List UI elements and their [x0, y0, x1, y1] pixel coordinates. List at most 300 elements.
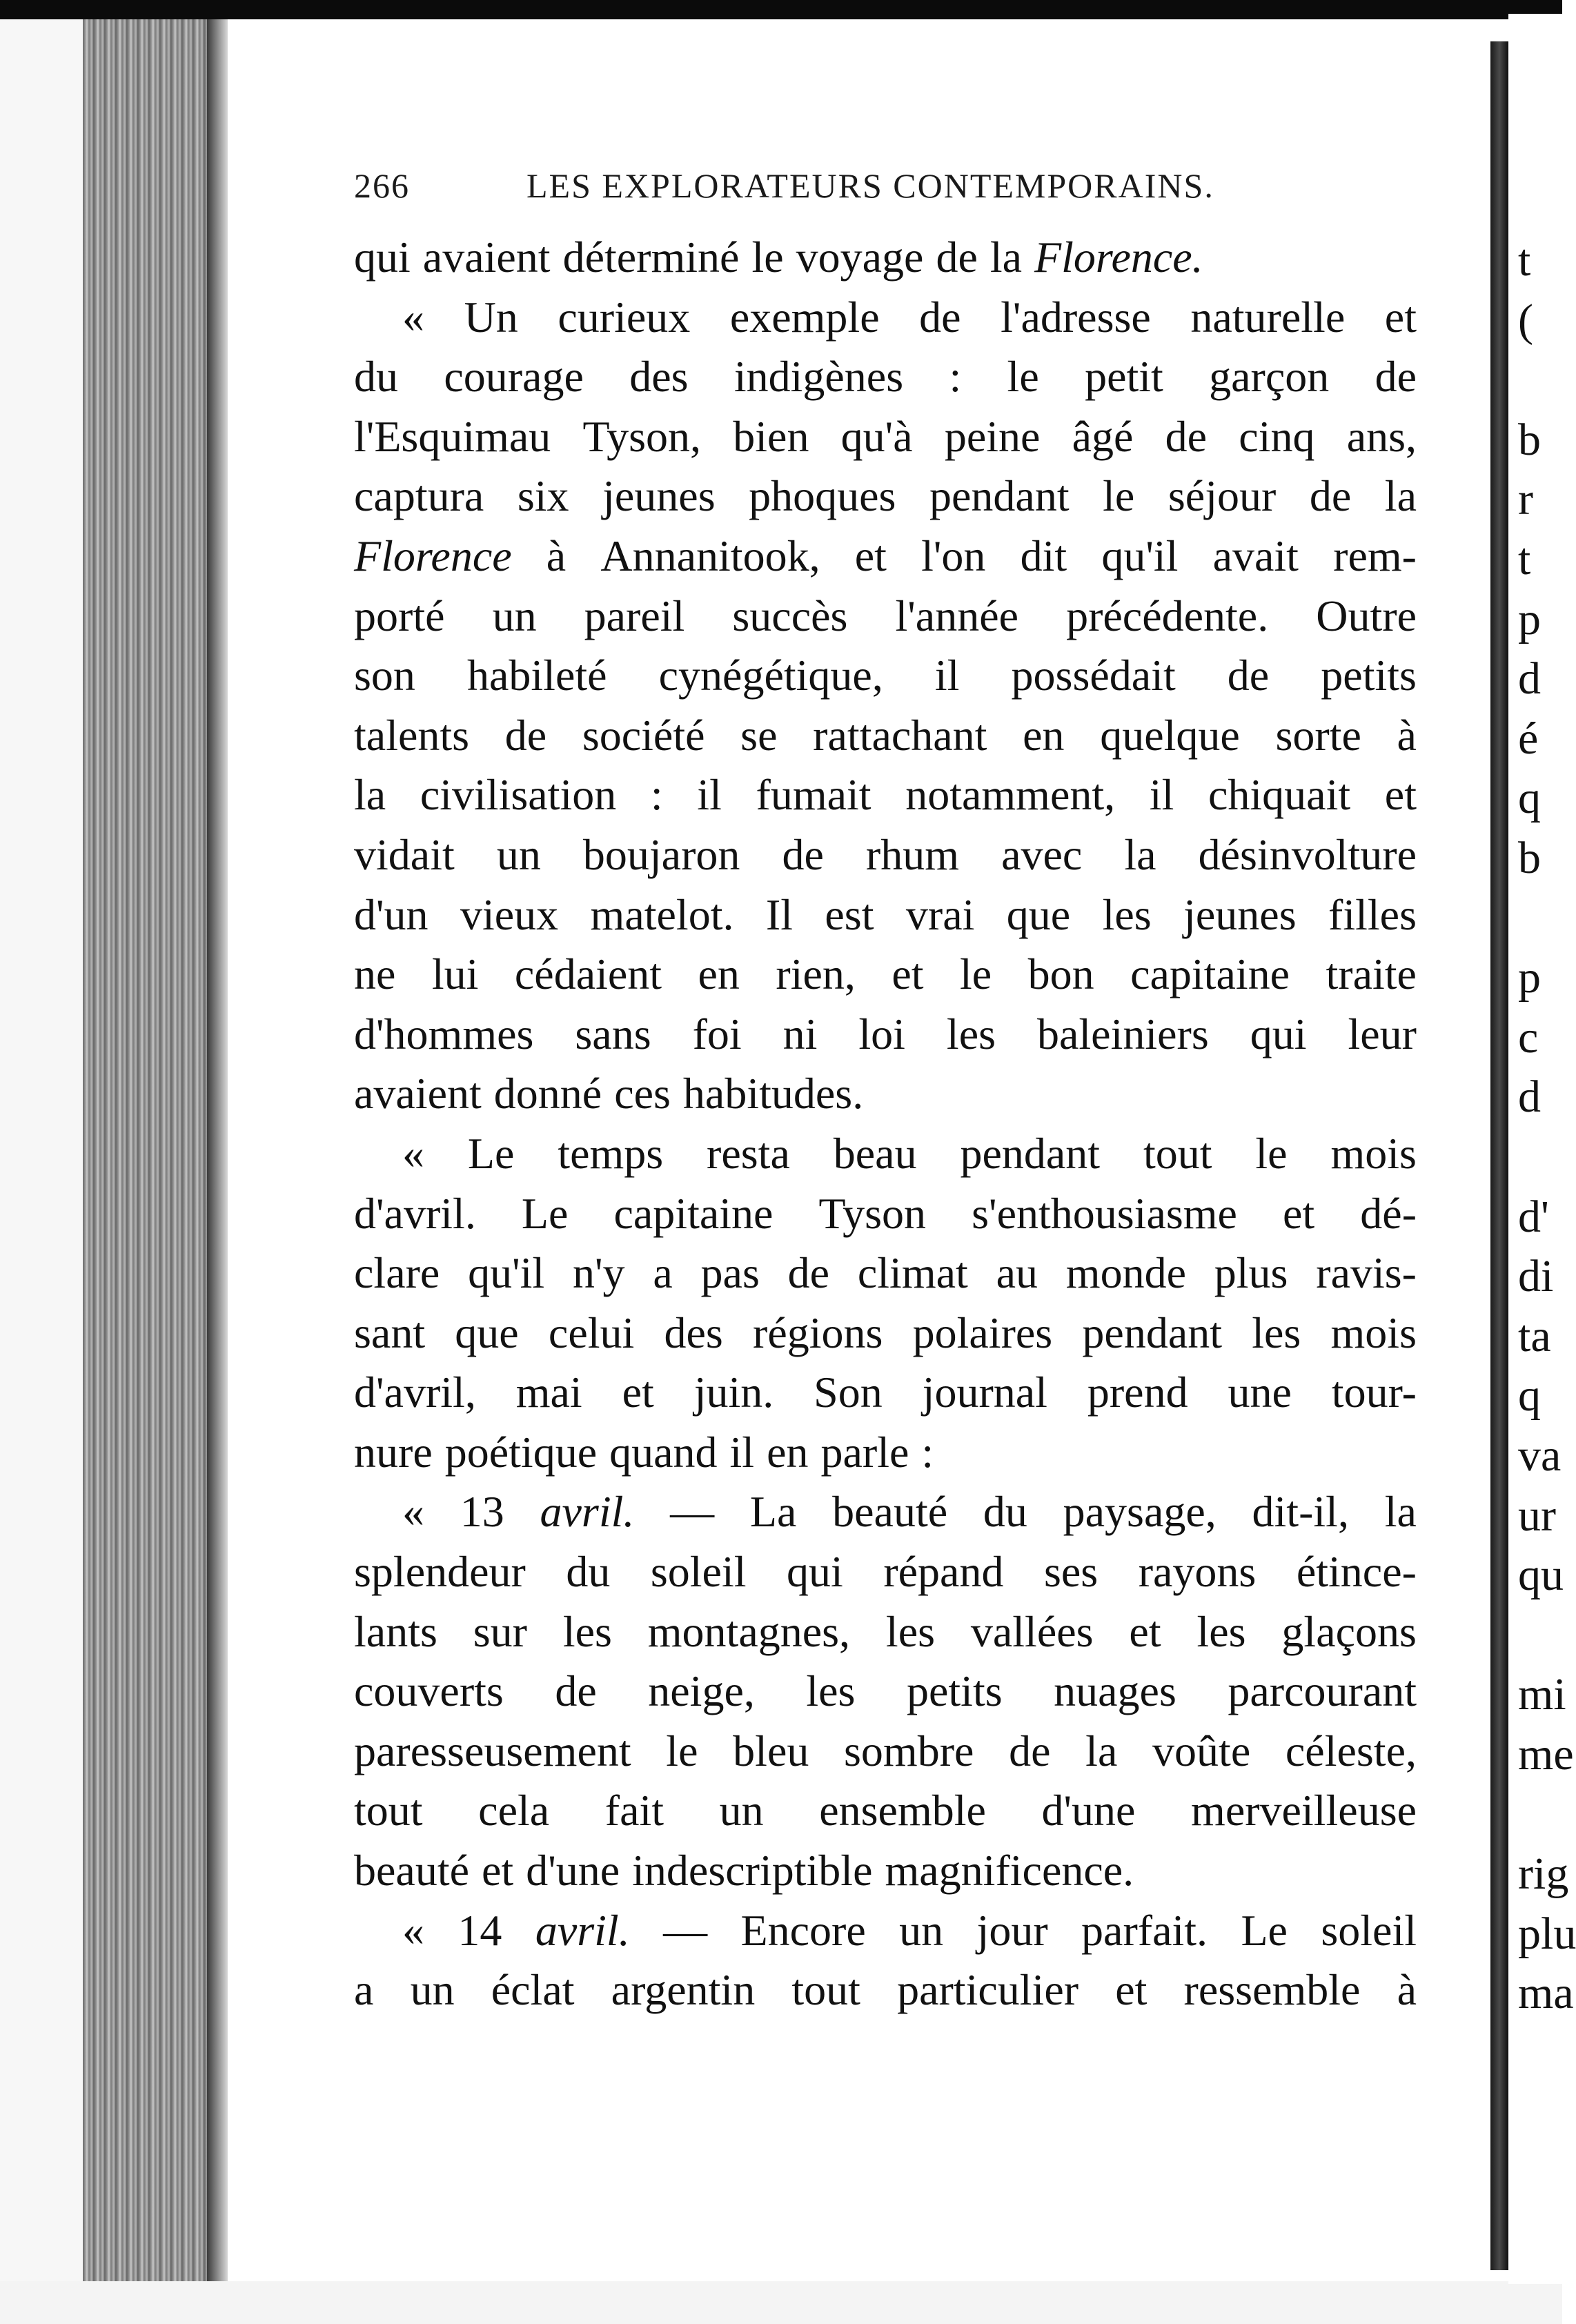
facing-page-fragment: é — [1518, 713, 1539, 764]
facing-page-fragment: b — [1518, 414, 1541, 465]
word: couverts — [354, 1666, 504, 1716]
word: pas — [700, 1248, 760, 1298]
word: Outre — [1316, 591, 1417, 640]
word: et — [1129, 1606, 1161, 1656]
word: des — [629, 352, 689, 402]
running-title: LES EXPLORATEURS CONTEMPORAINS. — [526, 166, 1214, 205]
word: avait — [1212, 531, 1299, 580]
word: « — [402, 292, 424, 342]
word: bleu — [733, 1726, 809, 1775]
word: vieux — [460, 889, 559, 939]
word: loi — [858, 1009, 905, 1058]
word: succès — [732, 591, 848, 640]
word: et — [482, 1846, 514, 1895]
word: pendant — [960, 1128, 1101, 1178]
word: cela — [478, 1786, 550, 1835]
word: la — [989, 233, 1023, 282]
word: tout — [1143, 1128, 1212, 1178]
word: ravis- — [1316, 1248, 1417, 1298]
word: de — [1309, 471, 1352, 521]
word: habileté — [466, 651, 607, 700]
word: poétique — [444, 1427, 598, 1477]
text-line — [354, 1064, 1417, 1124]
word: les — [885, 1606, 935, 1656]
word: une — [1228, 1368, 1292, 1417]
word: un — [410, 1965, 455, 2015]
text-line — [354, 228, 1417, 288]
word: monde — [1065, 1248, 1186, 1298]
text-line — [354, 1722, 1417, 1782]
word: Le — [467, 1128, 515, 1178]
text-line — [354, 288, 1417, 348]
word: voyage — [796, 233, 924, 282]
word: dit-il, — [1252, 1487, 1349, 1537]
word: bon — [1027, 949, 1094, 999]
word: avec — [1001, 829, 1083, 879]
word: la — [1384, 1487, 1417, 1537]
facing-page-fragment: ta — [1518, 1310, 1551, 1361]
word: nure — [354, 1427, 433, 1477]
text-line — [354, 1602, 1417, 1662]
word: 14 — [457, 1905, 502, 1955]
word: qu'à — [840, 411, 913, 461]
facing-page-fragment: b — [1518, 833, 1541, 883]
word: de — [1009, 1726, 1051, 1775]
word: et — [1115, 1965, 1147, 2015]
word: beauté — [832, 1487, 948, 1537]
word: parfait. — [1081, 1905, 1208, 1955]
word: qu'il — [1101, 531, 1179, 580]
word: céleste, — [1285, 1726, 1417, 1775]
word: magnificence. — [885, 1846, 1134, 1895]
word: Il — [765, 889, 793, 939]
word: la — [1085, 1726, 1118, 1775]
word: qui — [354, 233, 411, 282]
word: de — [504, 710, 547, 760]
word: filles — [1328, 889, 1417, 939]
text-line — [354, 407, 1417, 467]
word: ni — [782, 1009, 818, 1058]
word: éclat — [491, 1965, 575, 2015]
facing-page-fragment: di — [1518, 1251, 1554, 1302]
word: courage — [444, 352, 584, 402]
text-line — [354, 1781, 1417, 1841]
word: : — [921, 1427, 934, 1477]
word: la — [1384, 471, 1417, 521]
text-line — [354, 1482, 1417, 1542]
word: la — [354, 770, 386, 820]
word: que — [1006, 889, 1071, 939]
word: vallées — [970, 1606, 1094, 1656]
word: les — [946, 1009, 996, 1058]
word: capitaine — [1130, 949, 1290, 999]
word: précédente. — [1066, 591, 1269, 640]
word: quelque — [1100, 710, 1240, 760]
word: avaient — [354, 1069, 482, 1119]
text-line — [354, 1124, 1417, 1184]
word: Florence — [354, 531, 512, 580]
text-line — [354, 1960, 1417, 2020]
text-line — [354, 706, 1417, 766]
text-line — [354, 825, 1417, 885]
word: habitudes. — [682, 1069, 864, 1119]
word: qui — [787, 1547, 843, 1597]
word: ne — [354, 949, 396, 999]
word: 13 — [460, 1487, 504, 1537]
facing-page-strip — [1508, 14, 1576, 2284]
scan-margin-bottom — [0, 2281, 1562, 2324]
word: un — [492, 591, 537, 640]
word: plus — [1214, 1248, 1288, 1298]
running-head — [354, 166, 1251, 214]
word: pendant — [929, 471, 1070, 521]
word: s'enthousiasme — [972, 1188, 1237, 1238]
facing-page-fragment: r — [1518, 474, 1533, 525]
word: un — [719, 1786, 764, 1835]
text-line — [354, 945, 1417, 1005]
word: rattachant — [813, 710, 987, 760]
word: et — [1283, 1188, 1315, 1238]
word: pareil — [584, 591, 685, 640]
word: juin. — [693, 1368, 774, 1417]
word: d'une — [1041, 1786, 1136, 1835]
word: jeunes — [602, 471, 716, 521]
word: du — [983, 1487, 1027, 1537]
word: baleiniers — [1036, 1009, 1209, 1058]
facing-page-fragment: q — [1518, 773, 1541, 824]
facing-page-fragment: q — [1518, 1370, 1541, 1421]
word: peine — [944, 411, 1041, 461]
word: le — [1007, 352, 1039, 402]
word: le — [1103, 471, 1135, 521]
facing-page-fragment: me — [1518, 1729, 1574, 1780]
word: il — [697, 770, 722, 820]
word: d'un — [354, 889, 429, 939]
word: d'une — [526, 1846, 620, 1895]
word: beau — [833, 1128, 917, 1178]
word: ans, — [1346, 411, 1417, 461]
word: sant — [354, 1308, 426, 1357]
word: polaires — [912, 1308, 1053, 1357]
word: rien, — [776, 949, 856, 999]
word: l'Esquimau — [354, 411, 551, 461]
word: montagnes, — [647, 1606, 851, 1656]
word: tour- — [1331, 1368, 1417, 1417]
word: des — [664, 1308, 723, 1357]
facing-page-fragment: va — [1518, 1430, 1562, 1481]
word: captura — [354, 471, 484, 521]
facing-page-fragment: c — [1518, 1012, 1539, 1063]
text-line — [354, 1005, 1417, 1065]
word: chiquait — [1208, 770, 1351, 820]
text-line — [354, 1243, 1417, 1303]
text-line — [354, 347, 1417, 407]
word: phoques — [749, 471, 896, 521]
word: l'on — [921, 531, 986, 580]
text-line — [354, 1901, 1417, 1961]
word: celui — [548, 1308, 635, 1357]
word: l'adresse — [1001, 292, 1151, 342]
word: est — [825, 889, 874, 939]
word: il — [1149, 770, 1174, 820]
word: Son — [814, 1368, 883, 1417]
word: Annanitook, — [600, 531, 820, 580]
word: le — [751, 233, 784, 282]
word: petit — [1085, 352, 1163, 402]
word: en — [698, 949, 740, 999]
word: un — [496, 829, 541, 879]
word: petits — [1321, 651, 1417, 700]
text-line — [354, 1841, 1417, 1901]
word: rhum — [865, 829, 959, 879]
word: boujaron — [582, 829, 740, 879]
book-edge-shadow — [207, 14, 228, 2284]
facing-page-fragment: d — [1518, 653, 1541, 705]
facing-page-fragment: qu — [1518, 1550, 1564, 1601]
word: société — [582, 710, 705, 760]
word: soleil — [650, 1547, 747, 1597]
word: Un — [464, 292, 518, 342]
text-line — [354, 1542, 1417, 1602]
word: ses — [1043, 1547, 1099, 1597]
word: temps — [558, 1128, 664, 1178]
word: foi — [692, 1009, 742, 1058]
word: capitaine — [613, 1188, 774, 1238]
word: les — [562, 1606, 612, 1656]
word: paysage, — [1063, 1487, 1217, 1537]
word: petits — [906, 1666, 1003, 1716]
word: du — [566, 1547, 611, 1597]
book-gutter — [1490, 41, 1508, 2270]
word: désinvolture — [1198, 829, 1417, 879]
word: les — [1252, 1308, 1301, 1357]
text-line — [354, 885, 1417, 945]
word: il — [729, 1427, 755, 1477]
word: jour — [976, 1905, 1048, 1955]
text-line — [354, 1662, 1417, 1722]
word: indescriptible — [632, 1846, 873, 1895]
word: avril. — [535, 1905, 630, 1955]
word: le — [1255, 1128, 1288, 1178]
word: La — [749, 1487, 797, 1537]
word: et — [622, 1368, 654, 1417]
word: garçon — [1209, 352, 1330, 402]
word: civilisation — [420, 770, 617, 820]
word: Tyson, — [582, 411, 702, 461]
text-line — [354, 1303, 1417, 1363]
word: parcourant — [1228, 1666, 1417, 1716]
word: vrai — [905, 889, 975, 939]
word: qui — [1250, 1009, 1307, 1058]
word: mai — [515, 1368, 582, 1417]
book-page-edges — [83, 14, 228, 2284]
facing-page-fragment: ur — [1518, 1490, 1556, 1541]
word: a — [354, 1965, 374, 2015]
word: étince- — [1296, 1547, 1417, 1597]
word: quand — [609, 1427, 718, 1477]
word: au — [996, 1248, 1038, 1298]
facing-page-fragment: ma — [1518, 1968, 1574, 2019]
word: cinq — [1239, 411, 1315, 461]
facing-page-fragment: ( — [1518, 295, 1533, 346]
word: jeunes — [1183, 889, 1297, 939]
word: l'année — [895, 591, 1018, 640]
word: tout — [791, 1965, 860, 2015]
word: tout — [354, 1786, 423, 1835]
word: un — [899, 1905, 944, 1955]
word: avril. — [540, 1487, 635, 1537]
facing-page-fragment: d' — [1518, 1191, 1549, 1242]
facing-page-fragment: p — [1518, 593, 1541, 644]
word: sombre — [844, 1726, 974, 1775]
word: la — [1124, 829, 1156, 879]
word: possédait — [1011, 651, 1176, 700]
text-line — [354, 646, 1417, 706]
word: âgé — [1072, 411, 1134, 461]
word: de — [782, 829, 824, 879]
word: en — [1023, 710, 1065, 760]
facing-page-fragment: rig — [1518, 1849, 1569, 1900]
word: les — [1102, 889, 1152, 939]
word: se — [740, 710, 778, 760]
word: argentin — [611, 1965, 756, 2015]
word: a — [653, 1248, 673, 1298]
word: Le — [1241, 1905, 1288, 1955]
word: traite — [1326, 949, 1417, 999]
word: de — [787, 1248, 830, 1298]
word: les — [806, 1666, 856, 1716]
word: de — [1227, 651, 1270, 700]
word: de — [555, 1666, 597, 1716]
word: Encore — [740, 1905, 866, 1955]
word: « — [402, 1128, 424, 1178]
word: paresseusement — [354, 1726, 631, 1775]
word: clare — [354, 1248, 440, 1298]
facing-page-fragment: t — [1518, 534, 1531, 584]
word: ensemble — [819, 1786, 986, 1835]
word: matelot. — [590, 889, 734, 939]
word: son — [354, 651, 415, 700]
word: bien — [733, 411, 809, 461]
word: mois — [1330, 1128, 1417, 1178]
word: particulier — [897, 1965, 1079, 2015]
page-number: 266 — [354, 166, 410, 205]
word: parle — [820, 1427, 909, 1477]
text-line — [354, 466, 1417, 526]
word: journal — [922, 1368, 1047, 1417]
text-line — [354, 1184, 1417, 1244]
word: avaient — [422, 233, 551, 282]
text-line — [354, 526, 1417, 587]
word: dit — [1020, 531, 1067, 580]
word: neige, — [648, 1666, 755, 1716]
word: splendeur — [354, 1547, 526, 1597]
word: que — [455, 1308, 519, 1357]
word: n'y — [573, 1248, 625, 1298]
word: « — [402, 1487, 424, 1537]
body-text — [354, 228, 1417, 2020]
word: dé- — [1360, 1188, 1417, 1238]
word: fumait — [756, 770, 871, 820]
word: notamment, — [905, 770, 1116, 820]
word: et — [854, 531, 887, 580]
word: le — [666, 1726, 698, 1775]
word: à — [1397, 1965, 1417, 2015]
word: prend — [1087, 1368, 1188, 1417]
word: régions — [753, 1308, 883, 1357]
word: curieux — [558, 292, 691, 342]
word: pendant — [1082, 1308, 1222, 1357]
word: leur — [1348, 1009, 1417, 1058]
word: glaçons — [1281, 1606, 1417, 1656]
word: Tyson — [818, 1188, 927, 1238]
facing-page-fragment: plu — [1518, 1908, 1576, 1959]
word: fait — [604, 1786, 664, 1835]
text-line — [354, 1363, 1417, 1423]
word: les — [1196, 1606, 1246, 1656]
word: d'hommes — [354, 1009, 534, 1058]
word: climat — [857, 1248, 968, 1298]
word: sorte — [1275, 710, 1361, 760]
word: déterminé — [562, 233, 740, 282]
word: six — [517, 471, 569, 521]
word: rayons — [1138, 1547, 1257, 1597]
word: — — [670, 1487, 715, 1537]
word: porté — [354, 591, 445, 640]
word: lants — [354, 1606, 437, 1656]
facing-page-fragment: p — [1518, 952, 1541, 1003]
word: nuages — [1054, 1666, 1176, 1716]
word: et — [892, 949, 924, 999]
word: de — [1375, 352, 1417, 402]
word: qu'il — [468, 1248, 545, 1298]
word: et — [1384, 770, 1417, 820]
word: naturelle — [1190, 292, 1346, 342]
word: sans — [575, 1009, 651, 1058]
word: indigènes — [733, 352, 904, 402]
word: donné — [493, 1069, 602, 1119]
text-line — [354, 765, 1417, 825]
scan-border-top — [0, 0, 1562, 19]
word: répand — [883, 1547, 1004, 1597]
word: soleil — [1321, 1905, 1417, 1955]
word: de — [919, 292, 961, 342]
text-line — [354, 587, 1417, 647]
word: et — [1384, 292, 1417, 342]
facing-page-fragment: t — [1518, 235, 1531, 286]
word: — — [663, 1905, 708, 1955]
word: ces — [614, 1069, 671, 1119]
word: exemple — [729, 292, 880, 342]
word: à — [546, 531, 567, 580]
word: il — [934, 651, 960, 700]
word: de — [1165, 411, 1208, 461]
word: lui — [431, 949, 479, 999]
word: séjour — [1168, 471, 1277, 521]
word: d'avril, — [354, 1368, 476, 1417]
word: merveilleuse — [1191, 1786, 1417, 1835]
scan-margin-left — [0, 0, 83, 2324]
word: le — [959, 949, 992, 999]
word: resta — [707, 1128, 790, 1178]
word: Le — [521, 1188, 569, 1238]
word: du — [354, 352, 398, 402]
word: de — [936, 233, 978, 282]
word: beauté — [354, 1846, 469, 1895]
word: : — [949, 352, 962, 402]
word: talents — [354, 710, 470, 760]
word: Florence. — [1034, 233, 1203, 282]
